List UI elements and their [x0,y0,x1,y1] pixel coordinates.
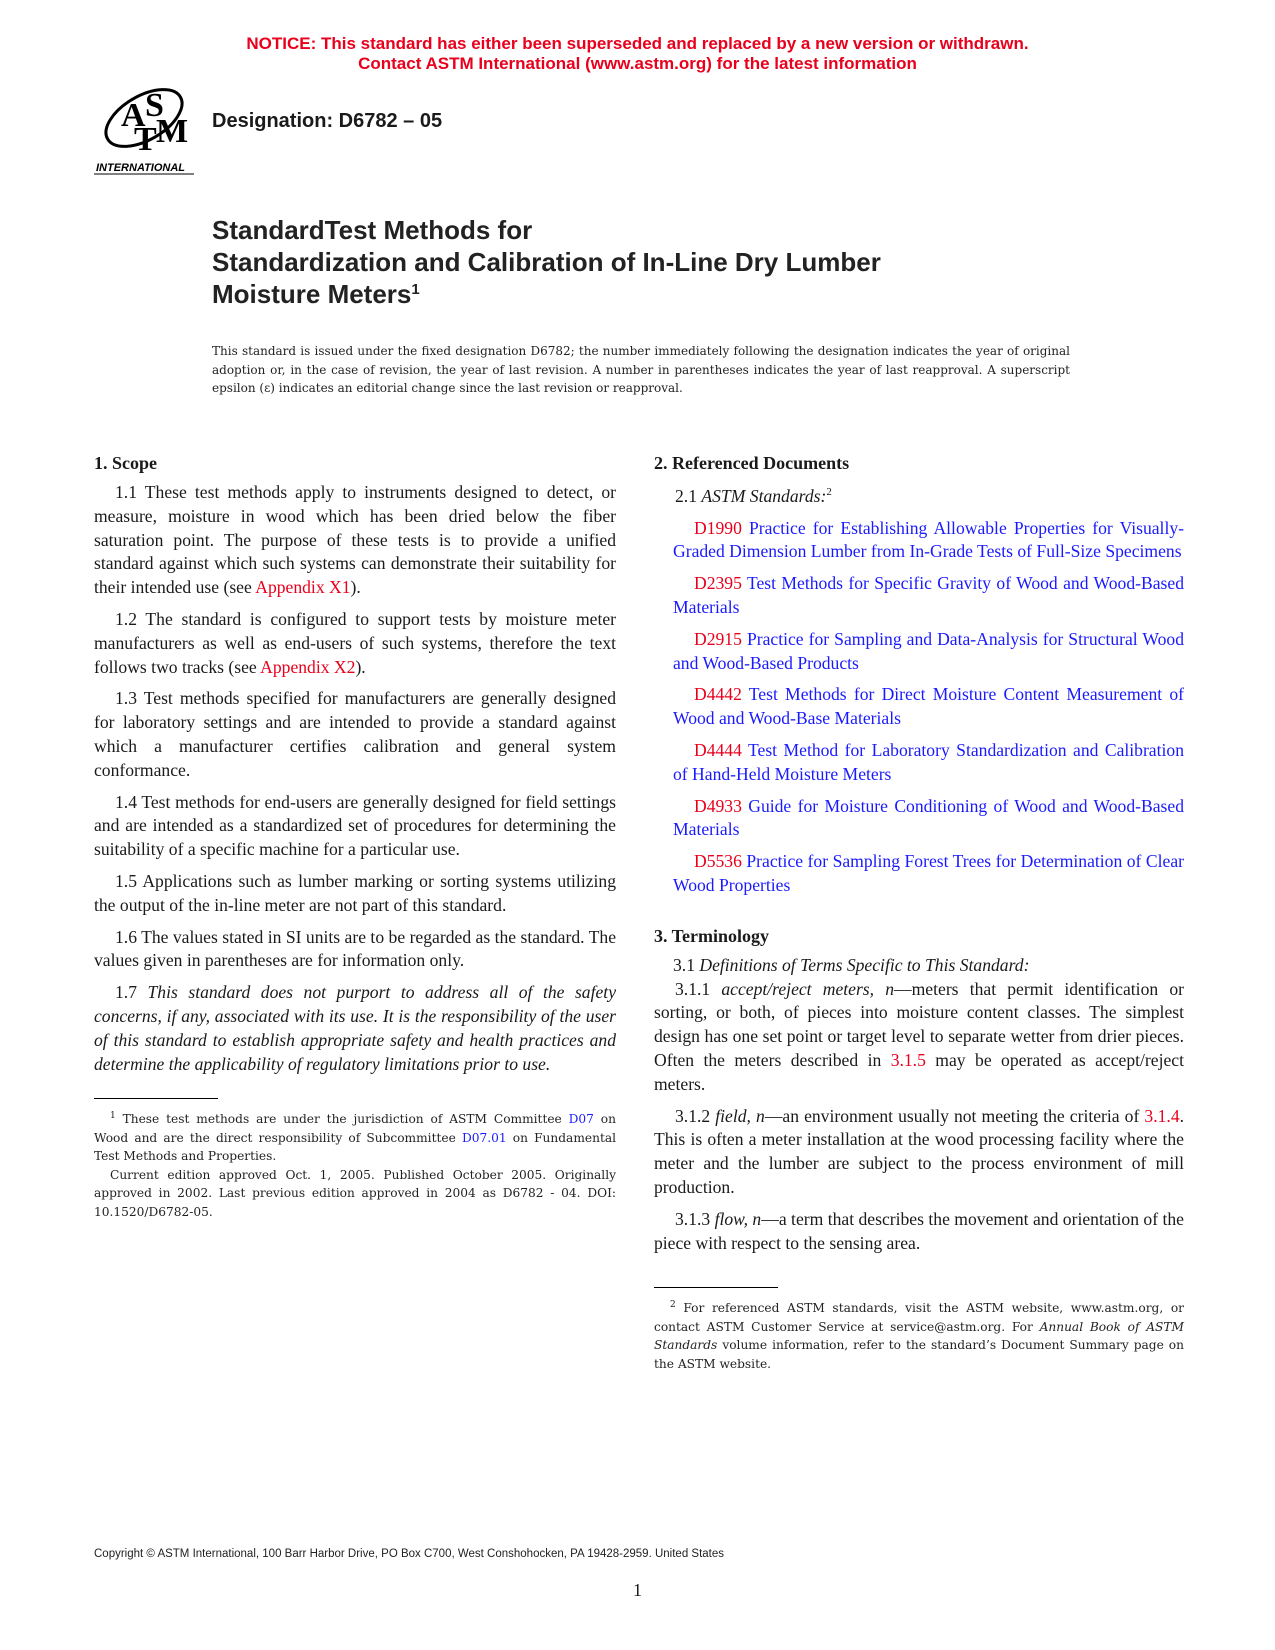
svg-text:M: M [156,113,189,150]
section-heading-terminology: 3. Terminology [654,925,770,946]
designation: Designation: D6782 – 05 [212,110,443,132]
scope-1-5: 1.5 Applications such as lumber marking or sorting systems utilizing the output of the in-line meter are not part of this standard. [94,870,616,915]
footnote-2: $^2$ For referenced ASTM standards, visit the ASTM website, www.astm.org, or contact ASTM Customer Service at service@astm.org. For Annual Book of ASTM Standards volume information, refer to the standard’s Document Summary page on the ASTM website. [654,1300,1184,1371]
right-column [654,451,1184,1373]
left-column [94,451,616,1221]
term-3-1-3: 3.1.3 flow, n—a term that describes the movement and orientation of the piece with respect to the sensing area. [654,1208,1184,1253]
withdrawal-notice [0,34,1275,74]
title-footnote-ref[interactable]: 1 [411,281,420,298]
ref-item[interactable]: D5536 Practice for Sampling Forest Trees for Determination of Clear Wood Properties [673,851,1184,896]
svg-text:S: S [145,87,164,124]
footnote-rule [654,1287,778,1288]
footnote-1: $^1$ These test methods are under the jurisdiction of ASTM Committee D07 on Wood and are the direct responsibility of Subcommittee D07.01 on Fundamental Test Methods and Properties. Current edition approved Oct. 1, 2005. Published October 2005. Originally approved in 2002. Last previous edition approved in 2004 as D6782 - 04. DOI: 10.1520/D6782-05. [94,1111,617,1219]
ref-item[interactable]: D1990 Practice for Establishing Allowable Properties for Visually-Graded Dimension Lumber from In-Grade Tests of Full-Size Specimens [673,517,1184,562]
title-line-1: StandardTest Methods for [212,215,533,245]
scope-1-4: 1.4 Test methods for end-users are generally designed for field settings and are intended as a standardized set of procedures for determining the suitability of a specific machine for a particular use. [94,791,616,860]
subcommittee-d07-01-link[interactable]: D07.01 [461,1130,507,1145]
svg-text:A: A [121,97,146,134]
appendix-x1-link[interactable]: Appendix X1 [255,577,351,598]
scope-1-7: 1.7 This standard does not purport to address all of the safety concerns, if any, associated with its use. It is the responsibility of the user of this standard to establish appropriate safety and health practices and determine the applicability of regulatory limitations prior to use. [94,982,616,1074]
term-3-1-1: 3.1.1 accept/reject meters, n—meters that permit identification or sorting, or both, of pieces into moisture content classes. The simplest design has one set point or target level to separate wetter from drier pieces. Often the meters described in 3.1.5 may be operated as accept/reject meters. [654,978,1184,1094]
astm-standards-label: 2.1 ASTM Standards:$^2$ [675,485,832,506]
footnote-rule [94,1098,218,1099]
astm-international-logo [94,80,198,176]
document-title [212,214,1112,310]
appendix-x2-link[interactable]: Appendix X2 [260,656,356,677]
scope-1-3: 1.3 Test methods specified for manufacturers are generally designed for laboratory settings and are intended to provide a standard against which a manufacturer certifies calibration and general system conformance. [94,688,616,780]
page-number: 1 [633,1580,642,1600]
notice-line-1: NOTICE: This standard has either been superseded and replaced by a new version or withdrawn. [246,34,1029,53]
notice-line-2: Contact ASTM International (www.astm.org) for the latest information [358,54,917,73]
ref-item[interactable]: D2395 Test Methods for Specific Gravity of Wood and Wood-Based Materials [673,573,1184,618]
section-3-1-5-link[interactable]: 3.1.5 [890,1050,926,1070]
term-3-1: 3.1 Definitions of Terms Specific to This Standard: [673,954,1030,975]
title-line-3: Moisture Meters [212,279,412,309]
section-heading-scope: 1. Scope [94,453,157,473]
ref-item[interactable]: D2915 Practice for Sampling and Data-Analysis for Structural Wood and Wood-Based Products [673,628,1184,673]
referenced-list [654,517,1184,898]
committee-d07-link[interactable]: D07 [568,1112,594,1127]
ref-item[interactable]: D4444 Test Method for Laboratory Standardization and Calibration of Hand-Held Moisture Meters [673,740,1184,784]
issue-note: This standard is issued under the fixed designation D6782; the number immediately following the designation indicates the year of original adoption or, in the case of revision, the year of last revision. A number in parentheses indicates the year of last reapproval. A superscript epsilon (ε) indicates an editorial change since the last revision or reapproval. [212,344,1070,395]
section-3-1-4-link[interactable]: 3.1.4 [1144,1105,1180,1126]
term-3-1-2: 3.1.2 field, n—an environment usually not meeting the criteria of 3.1.4. This is often a meter installation at the wood processing facility where the meter and the lumber are subject to the process environment of mill production. [654,1105,1185,1197]
ref-item[interactable]: D4442 Test Methods for Direct Moisture Content Measurement of Wood and Wood-Base Materials [673,684,1184,729]
scope-1-1: 1.1 These test methods apply to instruments designed to detect, or measure, moisture in wood which has been dried below the fiber saturation point. The purpose of these tests is to provide a unified standard against which such systems can demonstrate their suitability for their intended use (see Appendix X1). [94,482,616,598]
section-heading-referenced: 2. Referenced Documents [654,453,850,473]
svg-text:T: T [134,121,157,158]
scope-1-6: 1.6 The values stated in SI units are to be regarded as the standard. The values given in parentheses are for information only. [94,926,616,971]
copyright-line: Copyright © ASTM International, 100 Barr Harbor Drive, PO Box C700, West Conshohocken, PA 19428-2959. United States [94,1548,725,1560]
title-line-2: Standardization and Calibration of In-Line Dry Lumber [212,247,881,277]
logo-text: INTERNATIONAL [96,162,186,174]
ref-item[interactable]: D4933 Guide for Moisture Conditioning of Wood and Wood-Based Materials [673,795,1184,840]
scope-1-2: 1.2 The standard is configured to support tests by moisture meter manufacturers as well as end-users of such systems, therefore the text follows two tracks (see Appendix X2). [94,608,616,677]
